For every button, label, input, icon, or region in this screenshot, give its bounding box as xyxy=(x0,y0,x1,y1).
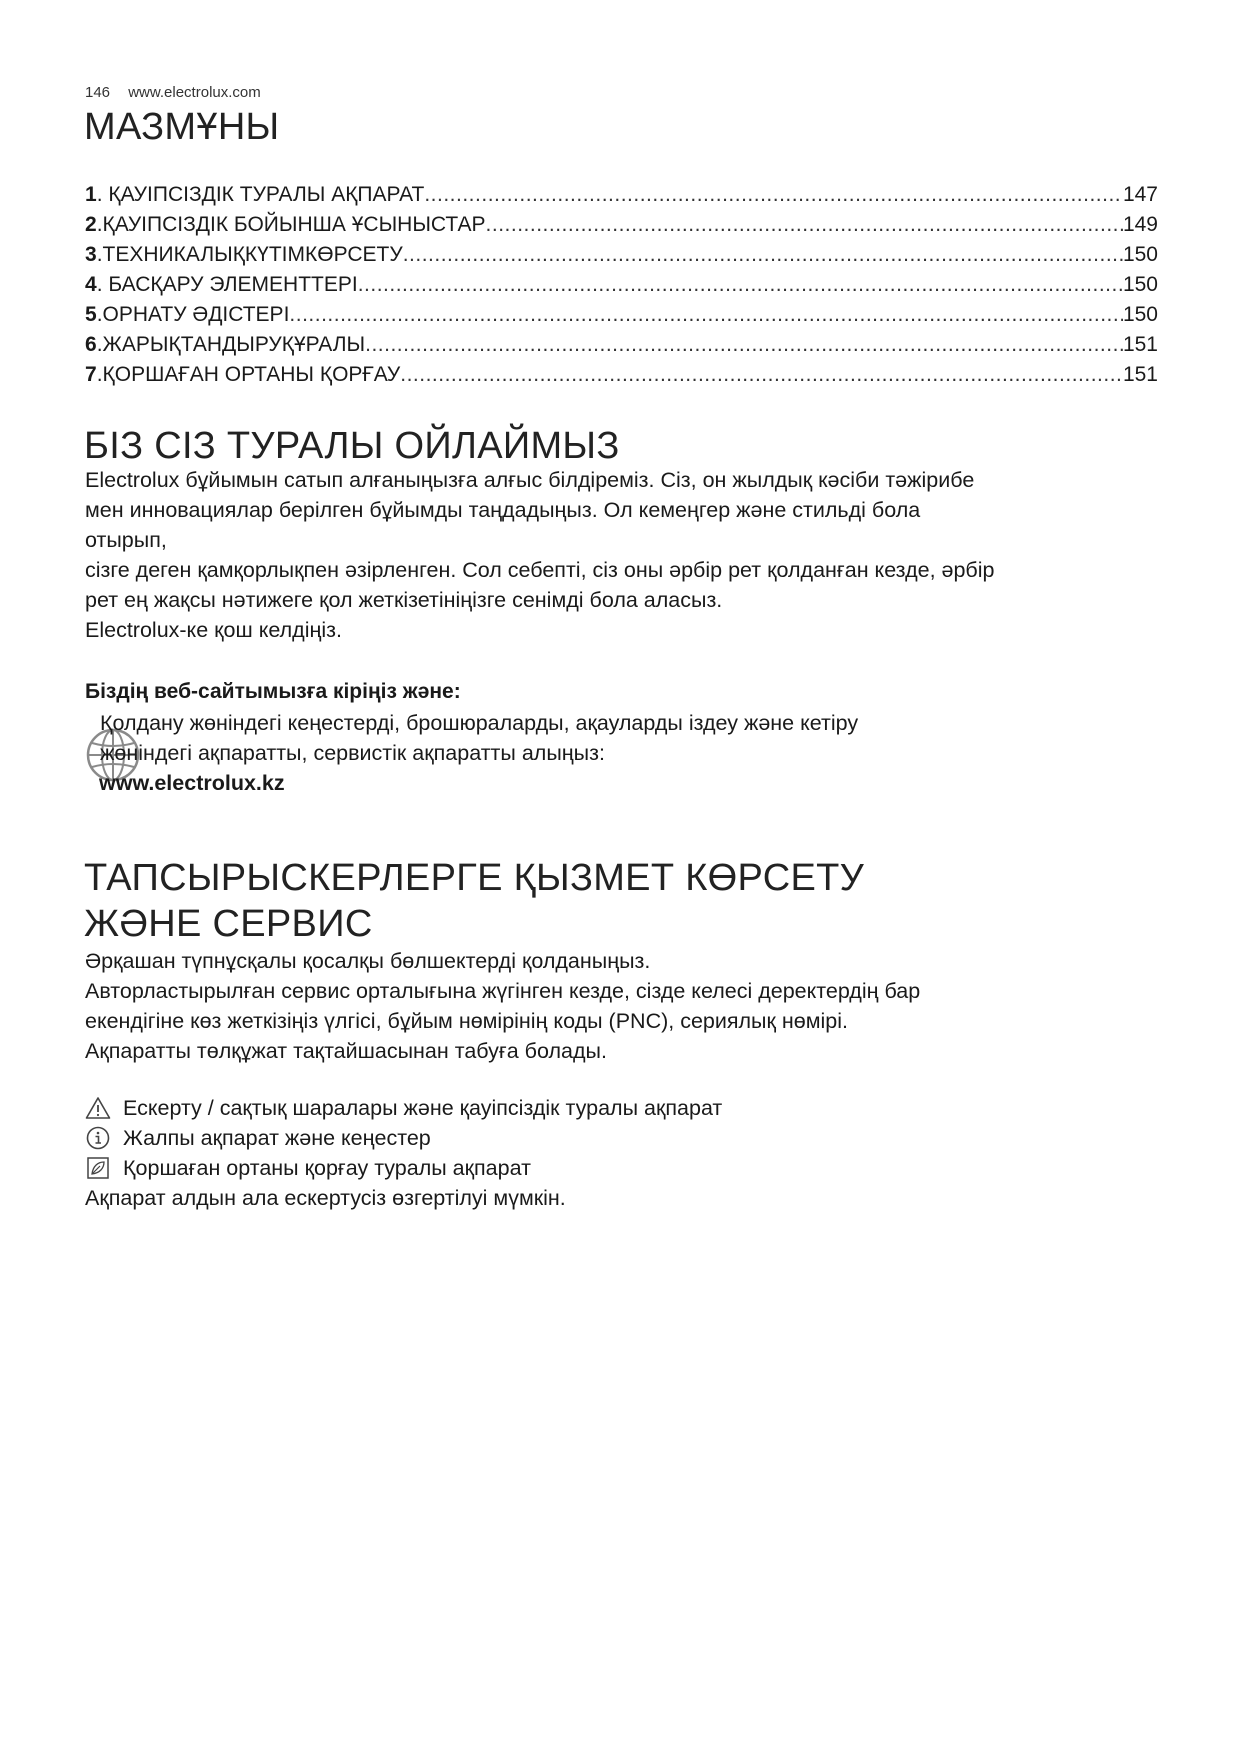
toc-item[interactable] xyxy=(85,240,1158,270)
toc-item-page: 150 xyxy=(1122,243,1158,266)
about-line: мен инновациялар берілген бұйымды таңдадыңыз. Ол кемеңгер және стильді бола xyxy=(85,498,921,522)
website-info xyxy=(85,708,1085,798)
about-line: Electrolux бұйымын сатып алғаныңызға алғыс білдіреміз. Сіз, он жылдық кәсіби тәжірибе xyxy=(85,468,975,492)
table-of-contents xyxy=(85,180,1158,390)
toc-item[interactable] xyxy=(85,270,1158,300)
service-line: Авторластырылған сервис орталығына жүгінген кезде, сізде келесі деректердің бар xyxy=(85,979,921,1003)
toc-item-page: 151 xyxy=(1122,363,1158,386)
toc-leader-dots xyxy=(424,180,1123,210)
toc-item-title: .ТЕХНИКАЛЫҚКҮТІМКӨРСЕТУ xyxy=(96,243,403,266)
toc-item[interactable] xyxy=(85,180,1158,210)
toc-item-page: 149 xyxy=(1122,213,1158,236)
symbol-legend xyxy=(85,1093,722,1213)
legend-item-warning xyxy=(85,1093,722,1123)
service-title-line: ЖӘНЕ СЕРВИС xyxy=(84,903,373,945)
toc-item[interactable] xyxy=(85,330,1158,360)
toc-item-page: 147 xyxy=(1122,183,1158,206)
legend-item-environment xyxy=(85,1153,722,1183)
toc-item[interactable] xyxy=(85,210,1158,240)
service-title xyxy=(84,855,864,947)
toc-item-number: 4 xyxy=(85,273,97,296)
warning-triangle-icon xyxy=(85,1095,111,1121)
toc-leader-dots xyxy=(358,270,1123,300)
service-line: Әрқашан түпнұсқалы қосалқы бөлшектерді қолданыңыз. xyxy=(85,949,651,973)
page-header xyxy=(85,84,261,101)
toc-leader-dots xyxy=(365,330,1123,360)
legend-item-info xyxy=(85,1123,722,1153)
contents-title: МАЗМҰНЫ xyxy=(84,106,280,148)
toc-item-title: .ҚАУІПСІЗДІК БОЙЫНША ҰСЫНЫСТАР xyxy=(96,213,486,236)
about-paragraph xyxy=(85,465,1165,645)
toc-item-page: 150 xyxy=(1122,273,1158,296)
info-icon xyxy=(85,1125,111,1151)
toc-item-title: .ЖАРЫҚТАНДЫРУҚҰРАЛЫ xyxy=(96,333,366,356)
leaf-icon xyxy=(85,1155,111,1181)
website-info-line: Қолдану жөніндегі кеңестерді, брошюраларды, ақауларды іздеу және кетіру xyxy=(100,711,859,735)
about-line: отырып, xyxy=(85,528,167,552)
about-line: сізге деген қамқорлықпен әзірленген. Сол себепті, сіз оны әрбір рет қолданған кезде, әрбір xyxy=(85,558,995,582)
website-heading: Біздің веб-сайтымызға кіріңіз және: xyxy=(85,680,461,703)
toc-item-number: 2 xyxy=(85,213,97,236)
website-url-link[interactable]: www.electrolux.kz xyxy=(99,771,285,795)
toc-item-title: . БАСҚАРУ ЭЛЕМЕНТТЕРІ xyxy=(96,273,358,296)
website-header-link[interactable]: www.electrolux.com xyxy=(128,84,261,101)
service-title-line: ТАПСЫРЫСКЕРЛЕРГЕ ҚЫЗМЕТ КӨРСЕТУ xyxy=(84,857,865,899)
toc-item-page: 151 xyxy=(1122,333,1158,356)
toc-item-title: .ОРНАТУ ӘДІСТЕРІ xyxy=(96,303,290,326)
legend-environment-text: Қоршаған ортаны қорғау туралы ақпарат xyxy=(123,1156,531,1180)
toc-item-number: 6 xyxy=(85,333,97,356)
toc-item-page: 150 xyxy=(1122,303,1158,326)
website-info-line: жөніндегі ақпаратты, сервистік ақпаратты алыңыз: xyxy=(100,741,605,765)
legend-info-text: Жалпы ақпарат және кеңестер xyxy=(123,1126,431,1150)
toc-item-number: 1 xyxy=(85,183,97,206)
service-line: екендігіне көз жеткізіңіз үлгісі, бұйым нөмірінің коды (PNC), сериялық нөмірі. xyxy=(85,1009,848,1033)
toc-item-number: 3 xyxy=(85,243,97,266)
toc-leader-dots xyxy=(400,360,1123,390)
legend-warning-text: Ескерту / сақтық шаралары және қауіпсіздік туралы ақпарат xyxy=(123,1096,723,1120)
about-line: Electrolux-ке қош келдіңіз. xyxy=(85,618,342,642)
toc-item[interactable] xyxy=(85,300,1158,330)
toc-leader-dots xyxy=(486,210,1123,240)
service-line: Ақпаратты төлқұжат тақтайшасынан табуға болады. xyxy=(85,1039,607,1063)
legend-note: Ақпарат алдын ала ескертусіз өзгертілуі мүмкін. xyxy=(85,1186,566,1210)
toc-item-number: 5 xyxy=(85,303,97,326)
toc-item-number: 7 xyxy=(85,363,97,386)
toc-leader-dots xyxy=(403,240,1123,270)
toc-item-title: . ҚАУІПСІЗДІК ТУРАЛЫ АҚПАРАТ xyxy=(96,183,425,206)
page-number: 146 xyxy=(85,84,111,101)
service-paragraph xyxy=(85,946,1165,1066)
toc-item-title: .ҚОРШАҒАН ОРТАНЫ ҚОРҒАУ xyxy=(96,363,401,386)
about-title: БІЗ СІЗ ТУРАЛЫ ОЙЛАЙМЫЗ xyxy=(84,425,620,467)
toc-leader-dots xyxy=(289,300,1123,330)
toc-item[interactable] xyxy=(85,360,1158,390)
about-line: рет ең жақсы нәтижеге қол жеткізетініңізге сенімді бола аласыз. xyxy=(85,588,723,612)
